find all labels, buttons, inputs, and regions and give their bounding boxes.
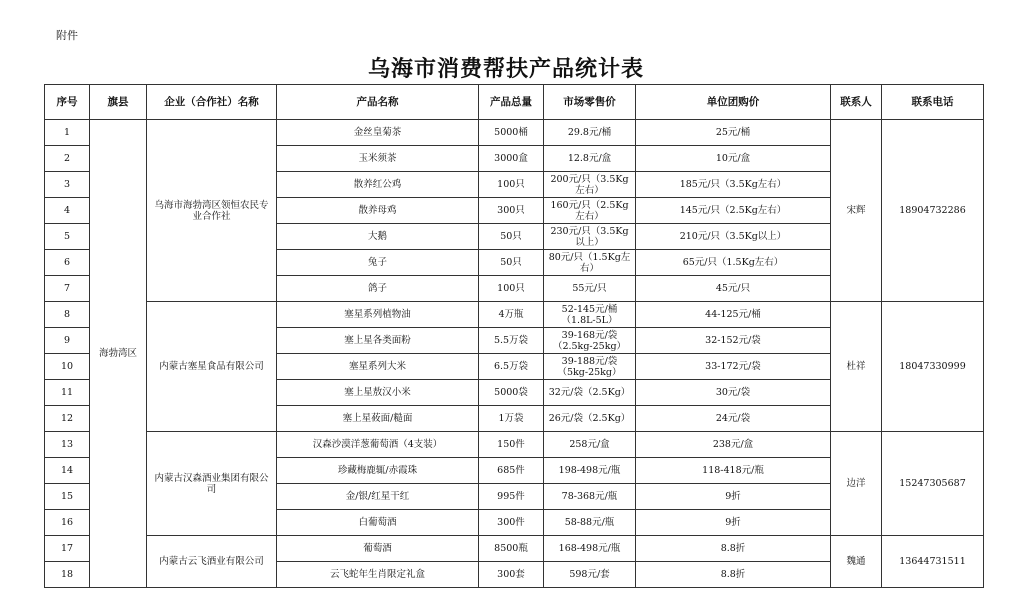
retail-cell: 26元/袋（2.5Kg） — [544, 406, 636, 432]
group-price-cell: 9折 — [636, 484, 831, 510]
seq-cell: 16 — [45, 510, 90, 536]
group-price-cell: 145元/只（2.5Kg左右） — [636, 198, 831, 224]
retail-cell: 168-498元/瓶 — [544, 536, 636, 562]
header-company: 企业（合作社）名称 — [147, 85, 277, 120]
group-price-cell: 45元/只 — [636, 276, 831, 302]
product-cell: 云飞蛇年生肖限定礼盒 — [277, 562, 479, 588]
retail-cell: 29.8元/桶 — [544, 120, 636, 146]
product-cell: 大鹅 — [277, 224, 479, 250]
total-cell: 685件 — [479, 458, 544, 484]
total-cell: 3000盒 — [479, 146, 544, 172]
phone-cell: 18904732286 — [882, 120, 984, 302]
retail-cell: 58-88元/瓶 — [544, 510, 636, 536]
header-phone: 联系电话 — [882, 85, 984, 120]
retail-cell: 12.8元/盒 — [544, 146, 636, 172]
total-cell: 100只 — [479, 172, 544, 198]
header-retail: 市场零售价 — [544, 85, 636, 120]
group-price-cell: 118-418元/瓶 — [636, 458, 831, 484]
retail-cell: 80元/只（1.5Kg左右） — [544, 250, 636, 276]
total-cell: 100只 — [479, 276, 544, 302]
retail-cell: 258元/盒 — [544, 432, 636, 458]
header-group-price: 单位团购价 — [636, 85, 831, 120]
seq-cell: 14 — [45, 458, 90, 484]
product-cell: 塞上星敖汉小米 — [277, 380, 479, 406]
table-row — [45, 536, 984, 562]
group-price-cell: 44-125元/桶 — [636, 302, 831, 328]
retail-cell: 598元/套 — [544, 562, 636, 588]
total-cell: 995件 — [479, 484, 544, 510]
product-cell: 兔子 — [277, 250, 479, 276]
seq-cell: 6 — [45, 250, 90, 276]
retail-cell: 55元/只 — [544, 276, 636, 302]
phone-cell: 13644731511 — [882, 536, 984, 588]
group-price-cell: 185元/只（3.5Kg左右） — [636, 172, 831, 198]
retail-cell: 230元/只（3.5Kg以上） — [544, 224, 636, 250]
seq-cell: 18 — [45, 562, 90, 588]
total-cell: 300只 — [479, 198, 544, 224]
company-cell: 内蒙古云飞酒业有限公司 — [147, 536, 277, 588]
group-price-cell: 65元/只（1.5Kg左右） — [636, 250, 831, 276]
attachment-label: 附件 — [56, 29, 78, 42]
total-cell: 4万瓶 — [479, 302, 544, 328]
total-cell: 8500瓶 — [479, 536, 544, 562]
retail-cell: 32元/袋（2.5Kg） — [544, 380, 636, 406]
product-cell: 散养红公鸡 — [277, 172, 479, 198]
seq-cell: 13 — [45, 432, 90, 458]
total-cell: 6.5万袋 — [479, 354, 544, 380]
phone-cell: 15247305687 — [882, 432, 984, 536]
table-row — [45, 120, 984, 146]
product-cell: 玉米须茶 — [277, 146, 479, 172]
company-cell: 内蒙古塞星食品有限公司 — [147, 302, 277, 432]
header-row — [45, 85, 984, 120]
contact-cell: 边洋 — [831, 432, 882, 536]
seq-cell: 12 — [45, 406, 90, 432]
product-cell: 塞星系列植物油 — [277, 302, 479, 328]
header-total: 产品总量 — [479, 85, 544, 120]
company-cell: 内蒙古汉森酒业集团有限公司 — [147, 432, 277, 536]
seq-cell: 1 — [45, 120, 90, 146]
retail-cell: 200元/只（3.5Kg左右） — [544, 172, 636, 198]
group-price-cell: 10元/盒 — [636, 146, 831, 172]
total-cell: 50只 — [479, 250, 544, 276]
header-county: 旗县 — [90, 85, 147, 120]
header-contact: 联系人 — [831, 85, 882, 120]
total-cell: 5000袋 — [479, 380, 544, 406]
seq-cell: 8 — [45, 302, 90, 328]
retail-cell: 39-188元/袋（5kg-25kg） — [544, 354, 636, 380]
group-price-cell: 8.8折 — [636, 562, 831, 588]
table-row — [45, 302, 984, 328]
seq-cell: 7 — [45, 276, 90, 302]
seq-cell: 3 — [45, 172, 90, 198]
county-cell: 海勃湾区 — [90, 120, 147, 588]
group-price-cell: 25元/桶 — [636, 120, 831, 146]
group-price-cell: 33-172元/袋 — [636, 354, 831, 380]
product-cell: 葡萄酒 — [277, 536, 479, 562]
phone-cell: 18047330999 — [882, 302, 984, 432]
seq-cell: 9 — [45, 328, 90, 354]
total-cell: 300件 — [479, 510, 544, 536]
product-cell: 塞上星莜面/糙面 — [277, 406, 479, 432]
product-cell: 汉森沙漠洋葱葡萄酒（4支装） — [277, 432, 479, 458]
total-cell: 5.5万袋 — [479, 328, 544, 354]
total-cell: 5000桶 — [479, 120, 544, 146]
product-cell: 塞星系列大米 — [277, 354, 479, 380]
product-cell: 白葡萄酒 — [277, 510, 479, 536]
total-cell: 1万袋 — [479, 406, 544, 432]
total-cell: 300套 — [479, 562, 544, 588]
seq-cell: 15 — [45, 484, 90, 510]
product-cell: 散养母鸡 — [277, 198, 479, 224]
table-row — [45, 432, 984, 458]
product-cell: 金/银/红星干红 — [277, 484, 479, 510]
contact-cell: 杜祥 — [831, 302, 882, 432]
retail-cell: 198-498元/瓶 — [544, 458, 636, 484]
product-cell: 金丝皇菊茶 — [277, 120, 479, 146]
header-seq: 序号 — [45, 85, 90, 120]
company-cell: 乌海市海勃湾区领恒农民专业合作社 — [147, 120, 277, 302]
retail-cell: 39-168元/袋（2.5kg-25kg） — [544, 328, 636, 354]
product-cell: 鸽子 — [277, 276, 479, 302]
seq-cell: 4 — [45, 198, 90, 224]
seq-cell: 10 — [45, 354, 90, 380]
group-price-cell: 24元/袋 — [636, 406, 831, 432]
retail-cell: 52-145元/桶（1.8L-5L） — [544, 302, 636, 328]
total-cell: 50只 — [479, 224, 544, 250]
seq-cell: 17 — [45, 536, 90, 562]
retail-cell: 78-368元/瓶 — [544, 484, 636, 510]
group-price-cell: 32-152元/袋 — [636, 328, 831, 354]
retail-cell: 160元/只（2.5Kg左右） — [544, 198, 636, 224]
group-price-cell: 8.8折 — [636, 536, 831, 562]
page-title: 乌海市消费帮扶产品统计表 — [367, 57, 644, 82]
group-price-cell: 210元/只（3.5Kg以上） — [636, 224, 831, 250]
seq-cell: 5 — [45, 224, 90, 250]
contact-cell: 宋辉 — [831, 120, 882, 302]
product-cell: 珍藏梅鹿辄/赤霞珠 — [277, 458, 479, 484]
group-price-cell: 30元/袋 — [636, 380, 831, 406]
product-table — [44, 84, 984, 588]
header-product: 产品名称 — [277, 85, 479, 120]
group-price-cell: 9折 — [636, 510, 831, 536]
contact-cell: 魏通 — [831, 536, 882, 588]
seq-cell: 2 — [45, 146, 90, 172]
product-cell: 塞上星各类面粉 — [277, 328, 479, 354]
group-price-cell: 238元/盒 — [636, 432, 831, 458]
total-cell: 150件 — [479, 432, 544, 458]
seq-cell: 11 — [45, 380, 90, 406]
